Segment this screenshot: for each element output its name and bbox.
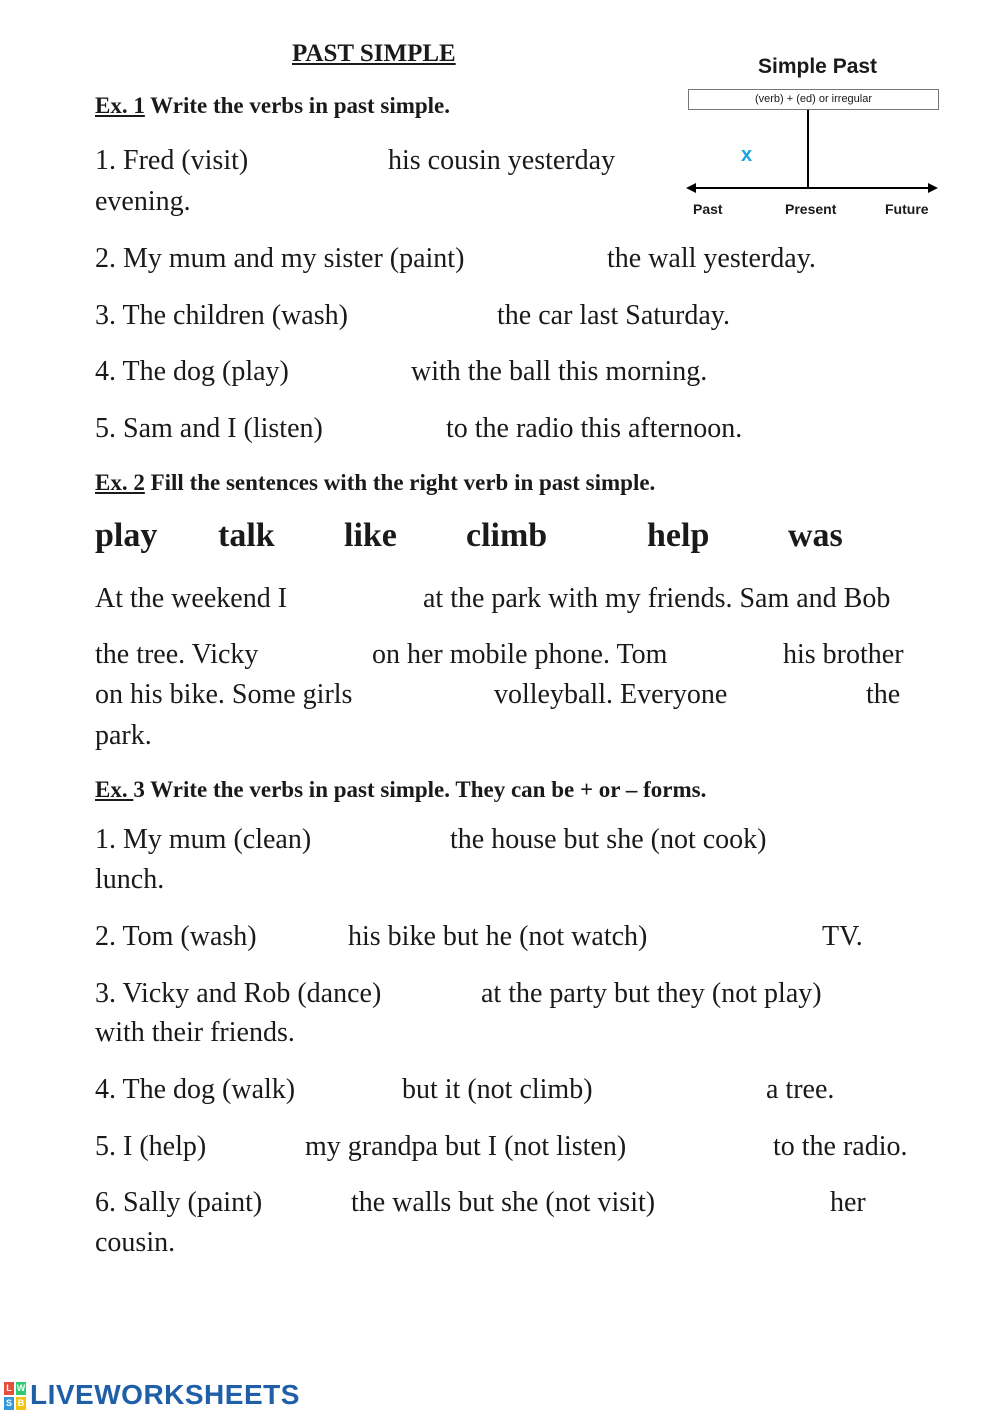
word-bank-was: was: [788, 517, 843, 554]
ex3-answer-6a[interactable]: [281, 1189, 348, 1221]
ex2-line-2-part-a: the tree. Vicky: [95, 639, 259, 670]
diagram-formula: (verb) + (ed) or irregular: [688, 89, 939, 110]
timeline-arrow-right: [928, 183, 938, 193]
ex2-line-3-part-a: on his bike. Some girls: [95, 679, 353, 710]
ex2-line-2-part-b: on her mobile phone. Tom: [372, 639, 668, 670]
ex1-line-4-part-b: with the ball this morning.: [411, 356, 708, 387]
ex1-answer-3[interactable]: [375, 302, 494, 334]
ex3-answer-4a[interactable]: [317, 1076, 399, 1108]
ex1-line-1-part-b: his cousin yesterday: [388, 145, 616, 176]
ex2-label: Ex. 2: [95, 470, 145, 495]
word-bank-play: play: [95, 517, 158, 554]
ex3-instruction: 3 Write the verbs in past simple. They can be + or – forms.: [133, 777, 707, 802]
ex3-answer-2b[interactable]: [676, 923, 820, 955]
ex3-heading: [95, 777, 706, 803]
ex2-line-3-part-c: the: [866, 679, 901, 710]
ex2-answer-5[interactable]: [378, 681, 490, 713]
ex2-answer-4[interactable]: [698, 641, 780, 673]
ex1-instruction: Write the verbs in past simple.: [144, 93, 451, 118]
ex3-line-4-part-b: but it (not climb): [402, 1074, 593, 1105]
ex1-answer-5[interactable]: [347, 415, 443, 447]
ex3-answer-3a[interactable]: [412, 980, 479, 1012]
ex3-line-5-part-a: 5. I (help): [95, 1131, 207, 1162]
ex3-line-2-part-b: his bike but he (not watch): [348, 921, 648, 952]
timeline-arrow-left: [686, 183, 696, 193]
timeline-label-future: Future: [885, 201, 929, 217]
ex3-line-6-part-b: the walls but she (not visit): [351, 1187, 656, 1218]
ex1-line-3-part-a: 3. The children (wash): [95, 300, 348, 331]
diagram-title: Simple Past: [758, 55, 878, 78]
ex2-answer-2[interactable]: [95, 610, 929, 638]
ex3-line-6-part-c: her: [830, 1187, 866, 1218]
word-bank-talk: talk: [218, 517, 275, 554]
ex1-line-5-part-a: 5. Sam and I (listen): [95, 413, 323, 444]
ex2-answer-6[interactable]: [751, 681, 863, 713]
ex3-line-1-part-a: 1. My mum (clean): [95, 824, 312, 855]
ex3-answer-5a[interactable]: [220, 1133, 302, 1165]
ex3-answer-2a[interactable]: [278, 923, 345, 955]
ex1-line-2-part-b: the wall yesterday.: [607, 243, 816, 274]
timeline-svg: [684, 110, 940, 195]
ex3-answer-1b[interactable]: [797, 826, 921, 858]
ex3-line-3-part-b: at the party but they (not play): [481, 978, 822, 1009]
past-action-marker: x: [741, 144, 753, 166]
ex1-answer-4[interactable]: [310, 358, 409, 390]
word-bank-like: like: [344, 517, 397, 554]
logo-tile-2: W: [16, 1383, 26, 1393]
ex1-line-2-part-a: 2. My mum and my sister (paint): [95, 243, 465, 274]
ex3-line-4-part-c: a tree.: [766, 1074, 835, 1105]
ex3-line-5-part-c: to the radio.: [773, 1131, 908, 1162]
ex1-line-3-part-b: the car last Saturday.: [497, 300, 730, 331]
ex3-line-6-part-a: 6. Sally (paint): [95, 1187, 263, 1218]
ex3-line-2-part-c: TV.: [822, 921, 863, 952]
ex1-line-1-part-a: 1. Fred (visit): [95, 145, 249, 176]
logo-tile-1: L: [4, 1382, 14, 1395]
ex2-line-3-part-b: volleyball. Everyone: [494, 679, 728, 710]
ex3-line-1-part-b: the house but she (not cook): [450, 824, 767, 855]
ex1-line-4-part-a: 4. The dog (play): [95, 356, 289, 387]
ex3-line-3-part-a: 3. Vicky and Rob (dance): [95, 978, 382, 1009]
ex1-line-5-part-b: to the radio this afternoon.: [446, 413, 743, 444]
ex3-line-6-cont: cousin.: [95, 1227, 176, 1258]
ex2-line-2-part-c: his brother: [783, 639, 904, 670]
ex3-line-3-cont: with their friends.: [95, 1017, 295, 1048]
ex3-answer-4b[interactable]: [614, 1076, 763, 1108]
word-bank-help: help: [647, 517, 710, 554]
logo-tile-3: S: [5, 1398, 12, 1408]
ex2-line-1-part-a: At the weekend I: [95, 583, 288, 614]
word-bank-climb: climb: [466, 517, 548, 554]
ex2-line-1-part-b: at the park with my friends. Sam and Bob: [423, 583, 891, 614]
ex1-line-1-cont: evening.: [95, 186, 191, 217]
logo-tile-4: B: [17, 1398, 25, 1408]
timeline-label-past: Past: [693, 201, 723, 217]
ex3-line-4-part-a: 4. The dog (walk): [95, 1074, 296, 1105]
ex3-line-2-part-a: 2. Tom (wash): [95, 921, 257, 952]
ex1-answer-1[interactable]: [265, 147, 384, 179]
ex3-answer-5b[interactable]: [658, 1133, 770, 1165]
timeline-label-present: Present: [785, 201, 837, 217]
ex3-label: Ex.: [95, 777, 134, 802]
ex2-line-3-cont: park.: [95, 720, 152, 751]
ex2-instruction: Fill the sentences with the right verb in past simple.: [144, 470, 656, 495]
ex1-answer-2[interactable]: [500, 245, 604, 277]
ex3-line-5-part-b: my grandpa but I (not listen): [305, 1131, 627, 1162]
page-title: PAST SIMPLE: [292, 40, 456, 67]
ex1-heading: [95, 93, 450, 119]
ex3-answer-6b[interactable]: [684, 1189, 828, 1221]
ex1-label: Ex. 1: [95, 93, 145, 118]
ex3-answer-3b[interactable]: [855, 980, 959, 1012]
ex3-answer-1a[interactable]: [335, 826, 447, 858]
ex2-answer-3[interactable]: [279, 641, 369, 673]
ex2-heading: [95, 470, 655, 496]
liveworksheets-brand[interactable]: LIVEWORKSHEETS: [30, 1379, 300, 1410]
ex3-line-1-cont: lunch.: [95, 864, 165, 895]
